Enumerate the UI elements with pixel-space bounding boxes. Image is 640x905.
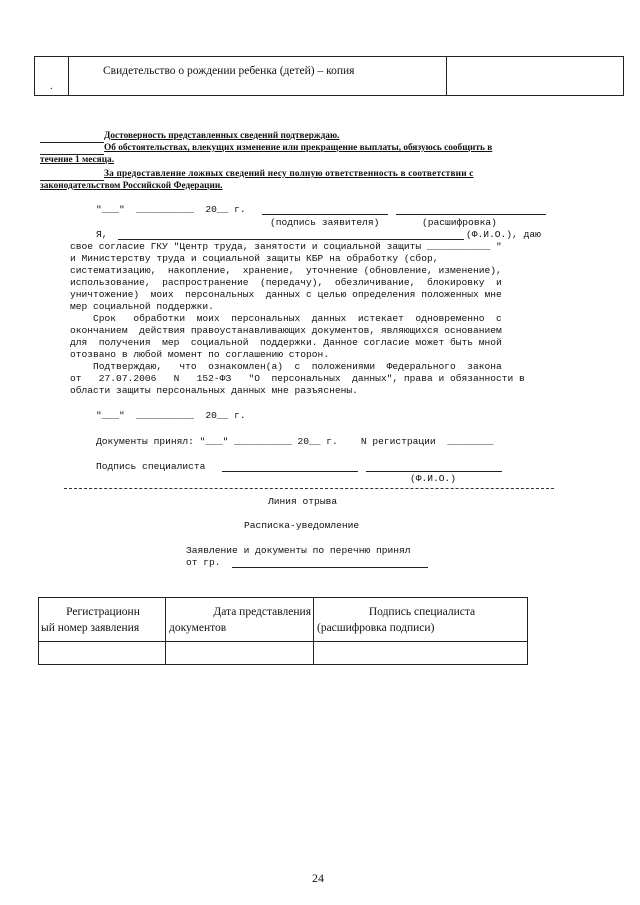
consent-line-6: уничтожение) моих персональных данных с целью определения положенных мне — [70, 289, 502, 300]
table-divider — [313, 598, 314, 664]
indent-underline — [40, 154, 104, 155]
receipt-line-1: Заявление и документы по перечню принял — [186, 545, 411, 556]
documents-accepted-line: Документы принял: "___" __________ 20__ г. N регистрации ________ — [96, 436, 494, 447]
consent-line-12: Подтверждаю, что ознакомлен(а) с положениями Федерального закона — [70, 361, 502, 372]
decode-line — [396, 214, 546, 215]
consent-line-1-end: (Ф.И.О.), даю — [466, 229, 541, 240]
consent-line-3: и Министерству труда и социальной защиты КБР на обработку (сбор, — [70, 253, 439, 264]
consent-line-5: использование, распространение (передачу), обезличивание, блокировку и — [70, 277, 502, 288]
specialist-signature-line — [222, 471, 358, 472]
tear-line-label: Линия отрыва — [268, 496, 338, 507]
header-submission-date-2: документов — [169, 622, 227, 634]
specialist-fio-line — [366, 471, 502, 472]
registration-table — [38, 597, 528, 665]
fio-caption: (Ф.И.О.) — [410, 473, 457, 484]
header-submission-date-1: Дата представления — [213, 606, 311, 618]
header-specialist-signature-2: (расшифровка подписи) — [317, 622, 435, 634]
confirm-line-2a: Об обстоятельствах, влекущих изменение или прекращение выплаты, обязуюсь сообщить в — [104, 143, 493, 153]
confirm-line-3a: За предоставление ложных сведений несу полную ответственность в соответствии с — [104, 169, 474, 179]
receipt-title: Расписка-уведомление — [244, 520, 360, 531]
citizen-name-line — [232, 567, 428, 568]
decode-caption: (расшифровка) — [422, 217, 497, 228]
row-marker: . — [50, 81, 53, 92]
consent-line-13: от 27.07.2006 N 152-ФЗ "О персональных данных", права и обязанности в — [70, 373, 525, 384]
confirm-line-1: Достоверность представленных сведений подтверждаю. — [104, 131, 340, 141]
consent-line-1-start: Я, — [96, 229, 108, 240]
header-registration-number-2: ый номер заявления — [41, 622, 140, 634]
date-field-2: "___" __________ 20__ г. — [96, 410, 246, 421]
consent-line-8: Срок обработки моих персональных данных истекает одновременно с — [70, 313, 502, 324]
receipt-line-2: от гр. — [186, 557, 221, 568]
document-item-text: Свидетельство о рождении ребенка (детей) – копия — [103, 65, 355, 77]
date-field-1: "___" __________ 20__ г. — [96, 204, 246, 215]
indent-underline — [40, 180, 104, 181]
consent-line-4: систематизацию, накопление, хранение, уточнение (обновление, изменение), — [70, 265, 502, 276]
confirm-line-3b: законодательством Российской Федерации. — [40, 181, 223, 191]
consent-line-14: области защиты персональных данных мне разъяснены. — [70, 385, 358, 396]
consent-line-10: для получения мер социальной поддержки. Данное согласие может быть мной — [70, 337, 502, 348]
signature-caption: (подпись заявителя) — [270, 217, 380, 228]
tear-off-dashed-line — [64, 488, 554, 489]
consent-line-7: мер социальной поддержки. — [70, 301, 214, 312]
indent-underline — [40, 142, 104, 143]
confirm-line-2b: течение 1 месяца. — [40, 155, 115, 165]
table-header-divider — [39, 641, 527, 642]
header-registration-number-1: Регистрационн — [66, 606, 140, 618]
specialist-signature-label: Подпись специалиста — [96, 461, 206, 472]
table-cell-mark — [446, 57, 623, 95]
consent-line-9: окончанием действия правоустанавливающих документов, являющихся основанием — [70, 325, 502, 336]
fio-line — [118, 239, 464, 240]
signature-line — [262, 214, 388, 215]
consent-line-11: отозвано в любой момент по соглашению сторон. — [70, 349, 330, 360]
page-number: 24 — [312, 871, 324, 885]
consent-line-2: свое согласие ГКУ "Центр труда, занятости и социальной защиты ___________ " — [70, 241, 502, 252]
table-divider — [165, 598, 166, 664]
documents-table — [34, 56, 624, 96]
header-specialist-signature-1: Подпись специалиста — [368, 606, 476, 618]
